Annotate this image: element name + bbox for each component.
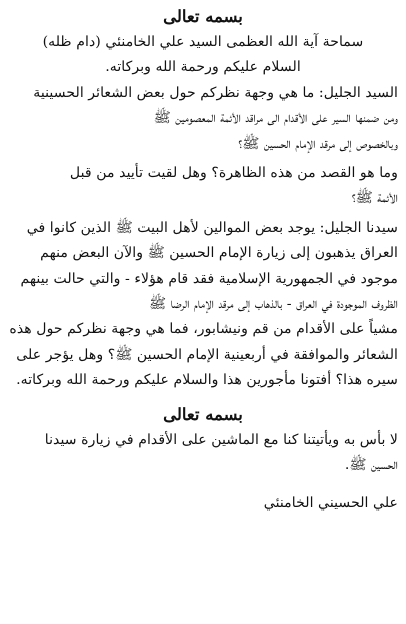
text-line: الشعائر والموافقة في أربعينية الإمام الحسين ﷺ؟ وهل يؤجر على — [16, 346, 398, 363]
text-line: الحسين ﷺ. — [344, 457, 398, 474]
heading-top: بسمه تعالى — [163, 7, 243, 26]
greeting: السلام عليكم ورحمة الله وبركاته. — [105, 59, 301, 76]
text-line: موجود في الجمهورية الإسلامية فقد قام هؤلاء - والتي حالت بينهم — [20, 270, 398, 287]
text-line: السيد الجليل: ما هي وجهة نظركم حول بعض الشعائر الحسينية — [33, 84, 398, 101]
text-line: الظروف الموجودة في العراق - بالذهاب إلى مرقد الإمام الرضا ﷺ — [148, 296, 398, 313]
document-page — [8, 4, 398, 516]
text-line: مشياً على الأقدام من قم ونيشابور، فما هي وجهة نظركم حول هذه — [9, 321, 398, 338]
question-purpose — [8, 161, 398, 212]
answer — [8, 428, 398, 479]
addressee: سماحة آية الله العظمى السيد علي الخامنئي (دام ظله) — [42, 34, 364, 50]
text-line: وما هو القصد من هذه الظاهرة؟ وهل لقيت تأييد من قبل — [69, 165, 398, 182]
signature: علي الحسيني الخامنئي — [263, 494, 398, 511]
text-line: سيره هذا؟ أفتونا مأجورين هذا والسلام عليكم ورحمة الله وبركاته. — [16, 372, 398, 389]
text-line: لا بأس به ويأتيتنا كنا مع الماشين على الأقدام في زيارة سيدنا — [44, 431, 398, 448]
text-line: ومن ضمنها السير على الأقدام الى مراقد الأئمة المعصومين ﷺ — [153, 110, 398, 127]
text-line: الأئمة ﷺ؟ — [351, 190, 398, 207]
text-line: سيدنا الجليل: يوجد بعض الموالين لأهل البيت ﷺ الذين كانوا في — [26, 219, 398, 236]
text-line: وبالخصوص إلى مرقد الإمام الحسين ﷺ؟ — [238, 135, 398, 152]
text-line: العراق يذهبون إلى زيارة الإمام الحسين ﷺ والآن البعض منهم — [40, 245, 398, 262]
question-main — [8, 216, 398, 394]
question-intro — [8, 81, 398, 157]
heading-answer: بسمه تعالى — [163, 404, 243, 424]
